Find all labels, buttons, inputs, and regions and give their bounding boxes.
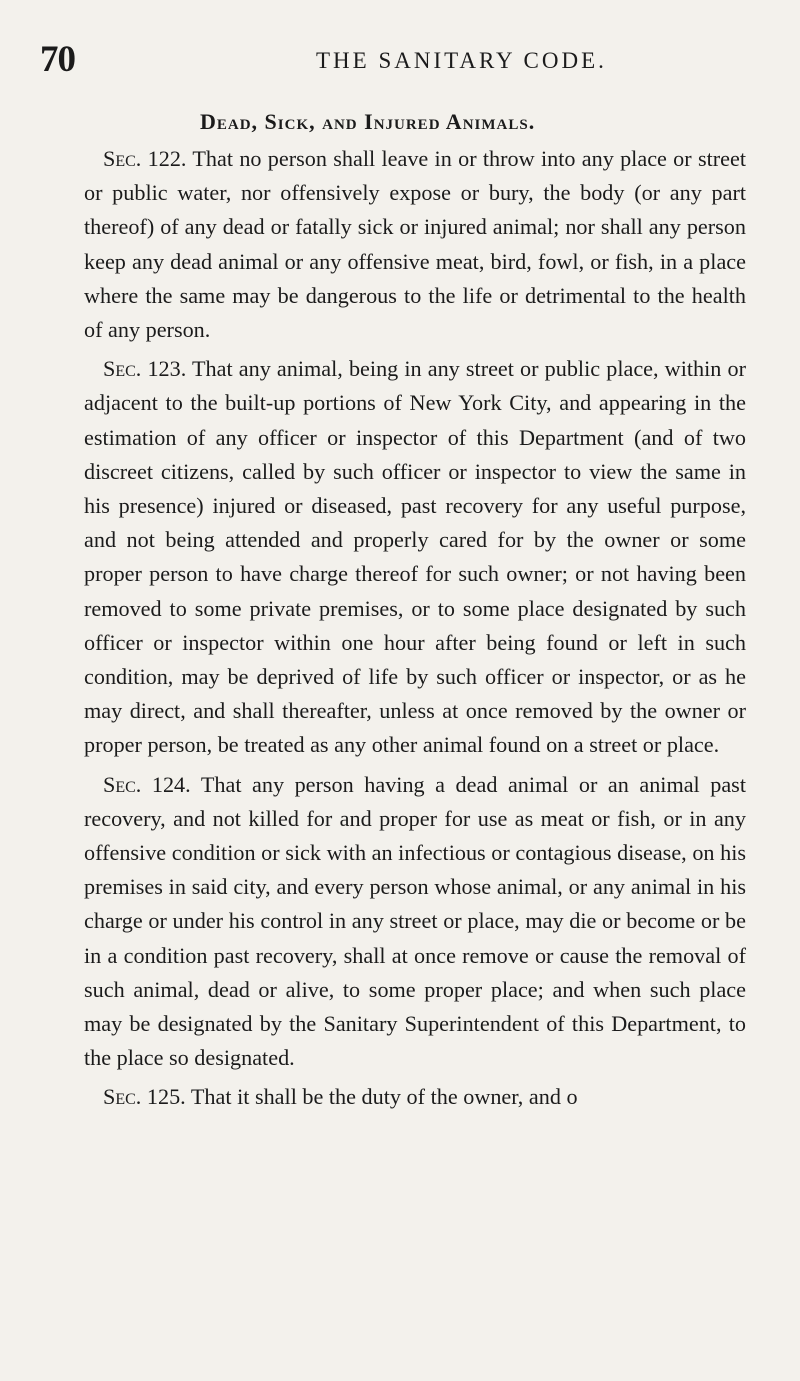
section-text: That any person having a dead animal or an animal past recovery, and not killed for and proper for use as meat or fish, or in any offensive condition or sick with an infectious or contagious disease, on his premises in said city, and every person whose animal, or any animal in his charge or under his control in any street or place, may die or become or be in a condition past recovery, shall at once remove or cause the removal of such animal, dead or alive, to some proper place; and when such place may be designated by the Sanitary Superintendent of this Department, to the place so designated. bbox=[84, 771, 746, 1071]
section-125-paragraph bbox=[84, 1080, 746, 1114]
section-label: Sec. 123. bbox=[103, 356, 187, 382]
section-heading: Dead, Sick, and Injured Animals. bbox=[200, 109, 536, 134]
section-122-paragraph bbox=[84, 142, 746, 347]
section-label: Sec. 125. bbox=[103, 1084, 186, 1110]
section-123-paragraph bbox=[84, 352, 746, 762]
page-number: 70 bbox=[40, 39, 75, 80]
running-title: THE SANITARY CODE. bbox=[316, 48, 607, 73]
section-text: That it shall be the duty of the owner, and o bbox=[190, 1084, 578, 1110]
page-header bbox=[40, 38, 760, 88]
section-label: Sec. 122. bbox=[103, 146, 187, 171]
section-label: Sec. 124. bbox=[103, 771, 191, 797]
section-text: That no person shall leave in or throw into any place or street or public water, nor offensively expose or bury, the body (or any part thereof) of any dead or fatally sick or injured animal; nor shall any person keep any dead animal or any offensive meat, bird, fowl, or fish, in a place where the same may be dangerous to the life or detrimental to the health of any person. bbox=[84, 146, 747, 343]
section-124-paragraph bbox=[84, 768, 746, 1076]
body-text bbox=[84, 142, 746, 1115]
section-text: That any animal, being in any street or public place, within or adjacent to the built-up portions of New York City, and appearing in the estimation of any officer or inspector of this Department (and of two discreet citizens, called by such officer or inspector to view the same in his presence) injured or diseased, past recovery for any useful purpose, and not being attended and properly cared for by the owner or some proper person to have charge thereof for such owner; or not having been removed to some private premises, or to some place designated by such officer or inspector within one hour after being found or left in such condition, may be deprived of life by such officer or inspector, or as he may direct, and shall thereafter, unless at once removed by the owner or proper person, be treated as any other animal found on a street or place. bbox=[84, 356, 746, 758]
